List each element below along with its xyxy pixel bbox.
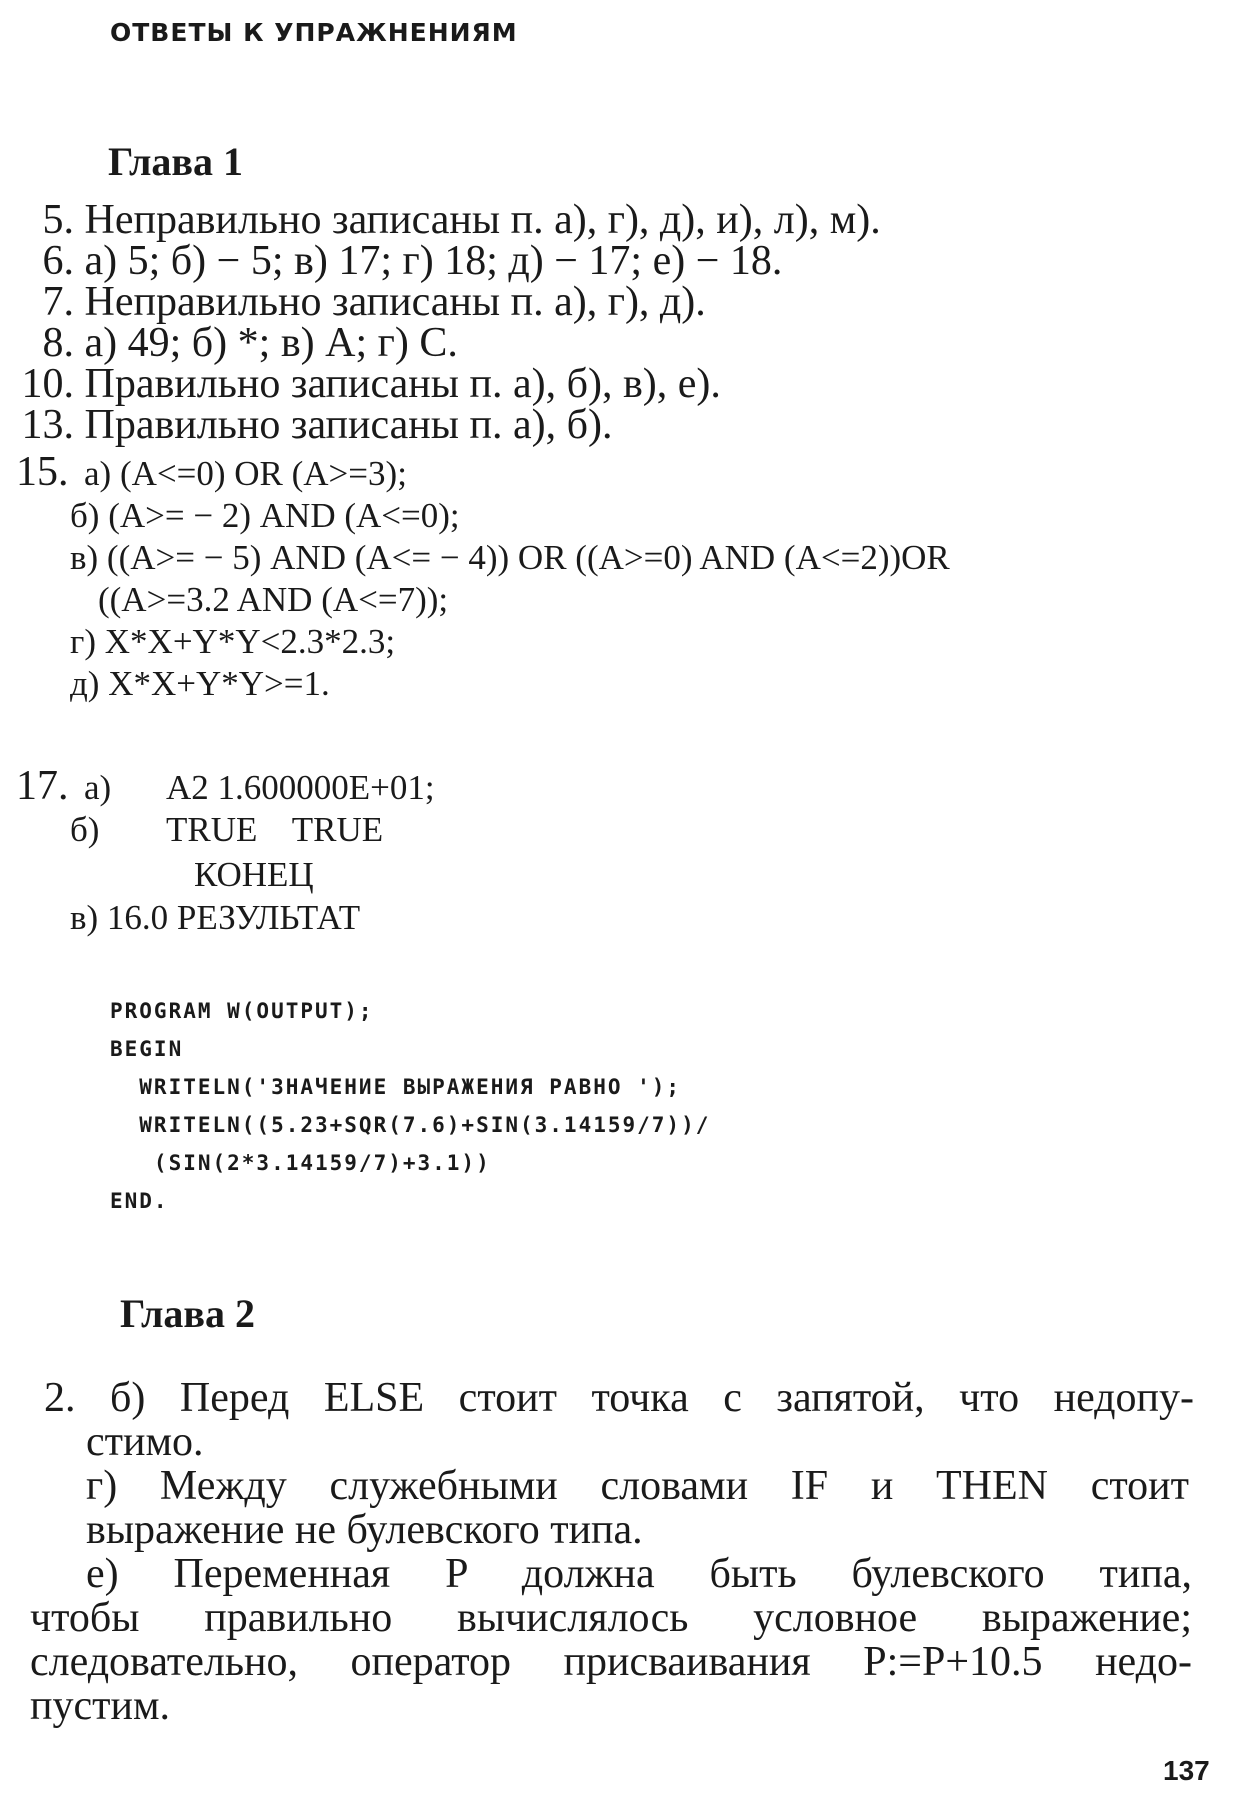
answer-13: 13. Правильно записаны п. а), б). [21,402,613,448]
chapter-2-line: 2. б) Перед ELSE стоит точка с запятой, что недопу- [44,1375,1194,1421]
code-line: WRITELN((5.23+SQR(7.6)+SIN(3.14159/7))/ [110,1113,711,1137]
code-line: PROGRAM W(OUTPUT); [110,999,374,1023]
answer-17-a-text: A2 1.600000E+01; [166,768,435,807]
chapter-2-line: следовательно, оператор присваивания P:=P+10.5 недо- [30,1639,1192,1685]
chapter-1-title: Глава 1 [108,139,243,184]
code-line: WRITELN('ЗНАЧЕНИЕ ВЫРАЖЕНИЯ РАВНО '); [110,1075,682,1099]
answer-17-number: 17. [16,763,69,809]
answer-6: 6. а) 5; б) − 5; в) 17; г) 18; д) − 17; е) − 18. [42,238,783,284]
chapter-2-line: стимо. [86,1419,204,1465]
answer-17-b-label: б) [70,810,100,849]
chapter-2-line: пустим. [30,1683,171,1729]
answer-15-line: в) ((A>= − 5) AND (A<= − 4)) OR ((A>=0) AND (A<=2))OR [70,538,950,577]
chapter-2-line: г) Между служебными словами IF и THEN стоит [86,1463,1189,1509]
answer-15-line: г) X*X+Y*Y<2.3*2.3; [70,622,396,661]
running-header: ОТВЕТЫ К УПРАЖНЕНИЯМ [110,18,518,47]
answer-15-line: а) (A<=0) OR (A>=3); [84,454,407,493]
code-line: BEGIN [110,1037,184,1061]
chapter-2-line: выражение не булевского типа. [86,1507,643,1553]
chapter-2-line: чтобы правильно вычислялось условное выражение; [30,1595,1192,1641]
answer-5: 5. Неправильно записаны п. а), г), д), и), л), м). [42,197,881,243]
answer-15-number: 15. [16,449,69,495]
answer-17-b-text-2: КОНЕЦ [194,855,314,894]
answer-15-line: б) (A>= − 2) AND (A<=0); [70,496,460,535]
answer-15-line: ((A>=3.2 AND (A<=7)); [98,580,449,619]
chapter-2-line: е) Переменная P должна быть булевского типа, [86,1551,1192,1597]
answer-17-c-text: в) 16.0 РЕЗУЛЬТАТ [70,898,361,937]
answer-17-a-label: а) [84,768,112,807]
program-listing [110,992,710,1220]
answer-10: 10. Правильно записаны п. а), б), в), е). [21,361,721,407]
chapter-2-title: Глава 2 [120,1291,255,1336]
code-line: (SIN(2*3.14159/7)+3.1)) [110,1151,491,1175]
answer-8: 8. а) 49; б) *; в) А; г) С. [42,320,458,366]
answer-17-b-text: TRUE TRUE [166,810,384,849]
page-number: 137 [1163,1755,1210,1786]
answer-15-line: д) X*X+Y*Y>=1. [70,664,330,703]
answer-7: 7. Неправильно записаны п. а), г), д). [42,279,706,325]
code-line: END. [110,1189,169,1213]
